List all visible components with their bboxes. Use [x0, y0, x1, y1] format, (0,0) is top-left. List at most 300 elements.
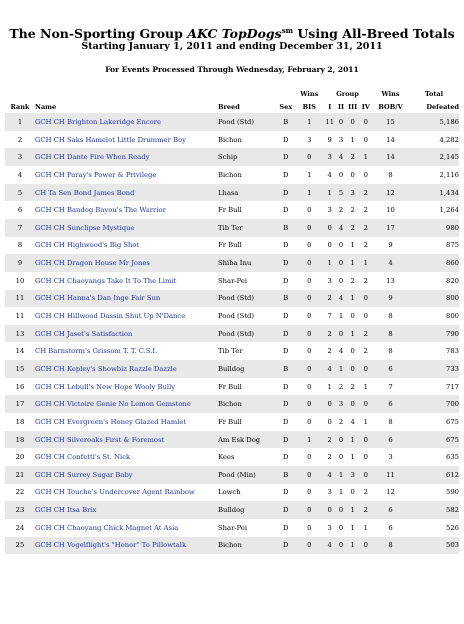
- cell-defeated: 675: [409, 431, 459, 449]
- cell-bobv: 8: [372, 307, 409, 325]
- cell-breed: Fr Bull: [218, 237, 276, 255]
- cell-breed: Shar-Pei: [218, 272, 276, 290]
- cell-group-2: 4: [336, 148, 345, 166]
- table-row: [5, 360, 459, 378]
- cell-group-1: 2: [323, 448, 336, 466]
- table-row: [5, 413, 459, 431]
- cell-group-3: 0: [346, 484, 360, 502]
- cell-bis: 0: [295, 254, 323, 272]
- cell-group-4: 1: [360, 254, 372, 272]
- cell-bis: 0: [295, 237, 323, 255]
- cell-sex: D: [276, 413, 295, 431]
- cell-group-3: 0: [346, 113, 360, 131]
- cell-group-1: 7: [323, 307, 336, 325]
- dog-name-link[interactable]: GCH CH Sunclipse Mystique: [35, 219, 218, 237]
- cell-bis: 0: [295, 378, 323, 396]
- cell-rank: 10: [5, 272, 35, 290]
- title-brand: AKC TopDogs: [187, 26, 282, 42]
- cell-breed: Tib Ter: [218, 219, 276, 237]
- cell-group-3: 1: [346, 325, 360, 343]
- cell-breed: Pood (Std): [218, 113, 276, 131]
- dog-name-link[interactable]: GCH CH Victoire Genie No Lemon Gemstone: [35, 395, 218, 413]
- cell-bis: 1: [295, 184, 323, 202]
- cell-group-3: 2: [346, 378, 360, 396]
- cell-group-4: 1: [360, 413, 372, 431]
- col-group-3: III: [348, 102, 358, 111]
- cell-group-4: 0: [360, 431, 372, 449]
- table-row: [5, 131, 459, 149]
- cell-bis: 0: [295, 325, 323, 343]
- cell-bobv: 10: [372, 201, 409, 219]
- table-row: [5, 537, 459, 555]
- col-rank: Rank: [10, 102, 30, 111]
- cell-bis: 0: [295, 272, 323, 290]
- cell-group-4: 0: [360, 113, 372, 131]
- cell-rank: 18: [5, 413, 35, 431]
- cell-bobv: 8: [372, 166, 409, 184]
- cell-group-1: 0: [323, 219, 336, 237]
- cell-bis: 0: [295, 501, 323, 519]
- cell-group-3: 0: [346, 307, 360, 325]
- cell-group-3: 2: [346, 219, 360, 237]
- cell-group-3: 1: [346, 237, 360, 255]
- cell-group-1: 4: [323, 537, 336, 555]
- cell-bis: 0: [295, 201, 323, 219]
- table-row: [5, 290, 459, 308]
- cell-group-1: 3: [323, 272, 336, 290]
- cell-breed: Shar-Pei: [218, 519, 276, 537]
- cell-bis: 0: [295, 519, 323, 537]
- col-name: Name: [35, 102, 57, 111]
- cell-bobv: 6: [372, 395, 409, 413]
- cell-rank: 5: [5, 184, 35, 202]
- cell-defeated: 717: [409, 378, 459, 396]
- cell-sex: D: [276, 395, 295, 413]
- table-row: [5, 184, 459, 202]
- cell-group-2: 1: [336, 484, 345, 502]
- dog-name-link[interactable]: GCH CH Silveroaks First & Foremost: [35, 431, 218, 449]
- cell-bobv: 6: [372, 501, 409, 519]
- cell-bis: 0: [295, 484, 323, 502]
- cell-group-2: 2: [336, 378, 345, 396]
- cell-sex: D: [276, 519, 295, 537]
- dog-name-link[interactable]: GCH CH Paray's Power & Privilege: [35, 166, 218, 184]
- table-row: [5, 448, 459, 466]
- cell-breed: Bichon: [218, 166, 276, 184]
- cell-group-1: 2: [323, 431, 336, 449]
- cell-group-2: 0: [336, 113, 345, 131]
- cell-group-3: 1: [346, 254, 360, 272]
- cell-breed: Fr Bull: [218, 378, 276, 396]
- cell-defeated: 1,264: [409, 201, 459, 219]
- cell-breed: Shiba Inu: [218, 254, 276, 272]
- cell-defeated: 700: [409, 395, 459, 413]
- dog-name-link[interactable]: GCH CH Dante Fire When Ready: [35, 148, 218, 166]
- cell-bis: 0: [295, 395, 323, 413]
- cell-group-1: 3: [323, 519, 336, 537]
- cell-bis: 3: [295, 131, 323, 149]
- table-row: [5, 113, 459, 131]
- cell-group-4: 0: [360, 360, 372, 378]
- cell-group-4: 0: [360, 131, 372, 149]
- cell-breed: Pood (Std): [218, 307, 276, 325]
- cell-group-2: 1: [336, 307, 345, 325]
- cell-rank: 7: [5, 219, 35, 237]
- cell-bobv: 14: [372, 148, 409, 166]
- cell-group-3: 0: [346, 166, 360, 184]
- cell-group-1: 0: [323, 413, 336, 431]
- table-row: [5, 519, 459, 537]
- cell-breed: Schip: [218, 148, 276, 166]
- col-breed: Breed: [218, 102, 240, 111]
- cell-rank: 18: [5, 431, 35, 449]
- col-bis: BIS: [302, 102, 316, 111]
- cell-bobv: 12: [372, 484, 409, 502]
- cell-defeated: 5,186: [409, 113, 459, 131]
- title-prefix: The Non-Sporting Group: [9, 26, 183, 42]
- cell-sex: D: [276, 378, 295, 396]
- cell-rank: 4: [5, 166, 35, 184]
- cell-group-4: 0: [360, 466, 372, 484]
- cell-group-2: 4: [336, 290, 345, 308]
- cell-breed: Bulldog: [218, 360, 276, 378]
- cell-rank: 15: [5, 360, 35, 378]
- cell-group-2: 0: [336, 254, 345, 272]
- cell-group-3: 1: [346, 290, 360, 308]
- cell-rank: 22: [5, 484, 35, 502]
- cell-breed: Bichon: [218, 537, 276, 555]
- cell-breed: Am Esk Dog: [218, 431, 276, 449]
- dog-name-link[interactable]: CH Ta Sen Bond James Bond: [35, 184, 218, 202]
- dog-name-link[interactable]: GCH CH Brighton Lakeridge Encore: [35, 113, 218, 131]
- cell-group-1: 0: [323, 395, 336, 413]
- cell-group-1: 4: [323, 166, 336, 184]
- dog-name-link[interactable]: GCH CH Hillwood Dassin Shut Up N'Dance: [35, 307, 218, 325]
- cell-bis: 0: [295, 448, 323, 466]
- cell-rank: 20: [5, 448, 35, 466]
- cell-bis: 0: [295, 148, 323, 166]
- table-row: [5, 342, 459, 360]
- cell-defeated: 800: [409, 307, 459, 325]
- cell-defeated: 1,434: [409, 184, 459, 202]
- dog-name-link[interactable]: CH Barnstorm's Grissom T. T. C.S.I.: [35, 342, 218, 360]
- cell-breed: Lowch: [218, 484, 276, 502]
- cell-sex: D: [276, 501, 295, 519]
- cell-group-2: 1: [336, 360, 345, 378]
- cell-bobv: 3: [372, 448, 409, 466]
- cell-group-4: 2: [360, 237, 372, 255]
- cell-group-4: 0: [360, 290, 372, 308]
- dog-name-link[interactable]: GCH CH Bandog Bayou's The Warrior: [35, 201, 218, 219]
- events-line: For Events Processed Through Wednesday, February 2, 2011: [105, 65, 359, 75]
- cell-bobv: 6: [372, 519, 409, 537]
- cell-breed: Pood (Std): [218, 325, 276, 343]
- cell-defeated: 820: [409, 272, 459, 290]
- cell-breed: Kees: [218, 448, 276, 466]
- cell-bis: 0: [295, 342, 323, 360]
- cell-sex: B: [276, 466, 295, 484]
- table-row: [5, 466, 459, 484]
- cell-group-4: 2: [360, 201, 372, 219]
- table-row: [5, 272, 459, 290]
- cell-bis: 0: [295, 413, 323, 431]
- header-row-groups: [5, 87, 459, 100]
- cell-bobv: 14: [372, 131, 409, 149]
- cell-group-3: 1: [346, 448, 360, 466]
- cell-breed: Pood (Std): [218, 290, 276, 308]
- cell-defeated: 635: [409, 448, 459, 466]
- cell-bobv: 15: [372, 113, 409, 131]
- cell-rank: 11: [5, 307, 35, 325]
- cell-defeated: 582: [409, 501, 459, 519]
- cell-sex: D: [276, 431, 295, 449]
- cell-group-2: 0: [336, 519, 345, 537]
- cell-group-1: 11: [323, 113, 336, 131]
- cell-bis: 0: [295, 290, 323, 308]
- dog-name-link[interactable]: GCH CH Chaoyang Chick Magnet At Asia: [35, 519, 218, 537]
- cell-bobv: 8: [372, 537, 409, 555]
- dog-name-link[interactable]: GCH CH Saks Hamelot Little Drummer Boy: [35, 131, 218, 149]
- cell-bobv: 9: [372, 237, 409, 255]
- cell-group-4: 0: [360, 537, 372, 555]
- cell-rank: 14: [5, 342, 35, 360]
- cell-rank: 3: [5, 148, 35, 166]
- cell-group-1: 1: [323, 378, 336, 396]
- title-sm: sm: [281, 26, 294, 35]
- table-row: [5, 166, 459, 184]
- cell-group-2: 3: [336, 395, 345, 413]
- cell-defeated: 4,282: [409, 131, 459, 149]
- dog-name-link[interactable]: GCH CH Lebull's New Hope Wooly Bully: [35, 378, 218, 396]
- title-suffix: Using All-Breed Totals: [297, 26, 455, 42]
- table-row: [5, 254, 459, 272]
- cell-bobv: 12: [372, 184, 409, 202]
- cell-group-3: 2: [346, 272, 360, 290]
- cell-bis: 0: [295, 307, 323, 325]
- cell-bobv: 11: [372, 466, 409, 484]
- cell-group-3: 0: [346, 395, 360, 413]
- col-group-4: IV: [361, 102, 370, 111]
- cell-group-2: 0: [336, 537, 345, 555]
- cell-breed: Bichon: [218, 395, 276, 413]
- cell-group-4: 2: [360, 272, 372, 290]
- cell-group-1: 2: [323, 342, 336, 360]
- cell-group-4: 2: [360, 342, 372, 360]
- cell-group-4: 0: [360, 448, 372, 466]
- table-row: [5, 201, 459, 219]
- table-row: [5, 501, 459, 519]
- cell-group-1: 4: [323, 466, 336, 484]
- dog-name-link[interactable]: GCH CH Kepley's Showbiz Razzle Dazzle: [35, 360, 218, 378]
- cell-sex: D: [276, 272, 295, 290]
- cell-group-3: 1: [346, 537, 360, 555]
- cell-sex: D: [276, 237, 295, 255]
- cell-sex: D: [276, 148, 295, 166]
- cell-group-1: 3: [323, 201, 336, 219]
- cell-group-4: 2: [360, 219, 372, 237]
- table-row: [5, 325, 459, 343]
- dog-name-link[interactable]: GCH CH Evergreen's Honey Glazed Hamlet: [35, 413, 218, 431]
- cell-group-4: 1: [360, 378, 372, 396]
- cell-rank: 6: [5, 201, 35, 219]
- table-row: [5, 219, 459, 237]
- dog-name-link[interactable]: GCH CH Hanna's Dan Inge Fair Sun: [35, 290, 218, 308]
- cell-group-3: 1: [346, 131, 360, 149]
- cell-bis: 0: [295, 219, 323, 237]
- dog-name-link[interactable]: GCH CH Highwood's Big Shot: [35, 237, 218, 255]
- cell-sex: B: [276, 113, 295, 131]
- cell-defeated: 875: [409, 237, 459, 255]
- dog-name-link[interactable]: GCH CH Confetti's St. Nick: [35, 448, 218, 466]
- cell-bobv: 8: [372, 342, 409, 360]
- cell-rank: 11: [5, 290, 35, 308]
- cell-group-1: 1: [323, 254, 336, 272]
- col-bobv: BOB/V: [378, 102, 403, 111]
- dog-name-link[interactable]: GCH CH Dragon House Mr Jones: [35, 254, 218, 272]
- cell-group-1: 3: [323, 484, 336, 502]
- cell-group-4: 2: [360, 501, 372, 519]
- cell-rank: 8: [5, 237, 35, 255]
- cell-sex: D: [276, 131, 295, 149]
- cell-bobv: 8: [372, 413, 409, 431]
- cell-group-2: 0: [336, 431, 345, 449]
- cell-bobv: 4: [372, 254, 409, 272]
- cell-group-4: 1: [360, 148, 372, 166]
- rankings-table: [5, 87, 459, 554]
- cell-group-2: 4: [336, 219, 345, 237]
- col-defeated: Defeated: [426, 102, 459, 111]
- cell-sex: D: [276, 342, 295, 360]
- cell-defeated: 860: [409, 254, 459, 272]
- cell-bobv: 8: [372, 325, 409, 343]
- table-row: [5, 431, 459, 449]
- cell-sex: D: [276, 166, 295, 184]
- cell-breed: Fr Bull: [218, 413, 276, 431]
- cell-rank: 25: [5, 537, 35, 555]
- cell-bobv: 9: [372, 290, 409, 308]
- dog-name-link[interactable]: GCH CH Itsa Brix: [35, 501, 218, 519]
- cell-group-3: 2: [346, 201, 360, 219]
- cell-group-4: 0: [360, 307, 372, 325]
- cell-group-2: 0: [336, 166, 345, 184]
- dog-name-link[interactable]: GCH CH Surrey Sugar Baby: [35, 466, 218, 484]
- cell-group-3: 1: [346, 431, 360, 449]
- cell-rank: 23: [5, 501, 35, 519]
- cell-group-1: 3: [323, 148, 336, 166]
- cell-bobv: 17: [372, 219, 409, 237]
- cell-group-2: 0: [336, 501, 345, 519]
- col-sex: Sex: [279, 102, 293, 111]
- dog-name-link[interactable]: GCH CH Vogelflight's "Honor" To Pillowtalk: [35, 537, 218, 555]
- table-row: [5, 378, 459, 396]
- cell-breed: Lhasa: [218, 184, 276, 202]
- cell-bobv: 6: [372, 431, 409, 449]
- cell-group-4: 2: [360, 325, 372, 343]
- dog-name-link[interactable]: GCH CH Touche's Undercover Agent Rainbow: [35, 484, 218, 502]
- col-group-1: I: [328, 102, 332, 111]
- cell-sex: D: [276, 448, 295, 466]
- cell-rank: 2: [5, 131, 35, 149]
- cell-group-1: 1: [323, 184, 336, 202]
- cell-breed: Tib Ter: [218, 342, 276, 360]
- cell-sex: B: [276, 360, 295, 378]
- cell-group-2: 0: [336, 237, 345, 255]
- cell-sex: D: [276, 201, 295, 219]
- cell-group-1: 9: [323, 131, 336, 149]
- cell-group-4: 2: [360, 484, 372, 502]
- dog-name-link[interactable]: GCH CH Jaset's Satisfaction: [35, 325, 218, 343]
- header-row-columns: [5, 100, 459, 113]
- cell-bis: 0: [295, 466, 323, 484]
- cell-bis: 0: [295, 537, 323, 555]
- table-row: [5, 395, 459, 413]
- cell-group-4: 1: [360, 519, 372, 537]
- group-group-header: Group: [336, 89, 359, 98]
- cell-group-3: 2: [346, 148, 360, 166]
- cell-rank: 13: [5, 325, 35, 343]
- cell-defeated: 2,145: [409, 148, 459, 166]
- cell-group-3: 0: [346, 342, 360, 360]
- cell-defeated: 733: [409, 360, 459, 378]
- cell-breed: Fr Bull: [218, 201, 276, 219]
- cell-group-2: 1: [336, 466, 345, 484]
- cell-group-4: 0: [360, 395, 372, 413]
- cell-sex: D: [276, 307, 295, 325]
- cell-bobv: 13: [372, 272, 409, 290]
- cell-rank: 21: [5, 466, 35, 484]
- cell-group-2: 3: [336, 131, 345, 149]
- cell-breed: Pood (Min): [218, 466, 276, 484]
- wins-group-header: Wins: [300, 89, 319, 98]
- cell-rank: 9: [5, 254, 35, 272]
- cell-group-3: 3: [346, 184, 360, 202]
- cell-defeated: 790: [409, 325, 459, 343]
- cell-group-2: 0: [336, 272, 345, 290]
- dog-name-link[interactable]: GCH CH Chaoyangs Take It To The Limit: [35, 272, 218, 290]
- cell-group-2: 0: [336, 448, 345, 466]
- cell-sex: D: [276, 254, 295, 272]
- table-row: [5, 148, 459, 166]
- table-row: [5, 237, 459, 255]
- cell-sex: D: [276, 484, 295, 502]
- cell-group-2: 5: [336, 184, 345, 202]
- cell-defeated: 503: [409, 537, 459, 555]
- cell-defeated: 526: [409, 519, 459, 537]
- cell-breed: Bichon: [218, 131, 276, 149]
- cell-group-3: 1: [346, 519, 360, 537]
- cell-sex: D: [276, 325, 295, 343]
- cell-group-4: 2: [360, 184, 372, 202]
- cell-defeated: 2,116: [409, 166, 459, 184]
- cell-group-3: 1: [346, 501, 360, 519]
- report-subtitle: Starting January 1, 2011 and ending December 31, 2011: [81, 41, 383, 53]
- wins2-group-header: Wins: [381, 89, 400, 98]
- cell-group-2: 2: [336, 413, 345, 431]
- cell-bis: 0: [295, 360, 323, 378]
- cell-defeated: 783: [409, 342, 459, 360]
- cell-group-1: 0: [323, 237, 336, 255]
- table-row: [5, 307, 459, 325]
- cell-group-3: 4: [346, 413, 360, 431]
- cell-sex: D: [276, 537, 295, 555]
- cell-rank: 17: [5, 395, 35, 413]
- cell-group-1: 4: [323, 360, 336, 378]
- cell-rank: 1: [5, 113, 35, 131]
- cell-group-4: 0: [360, 166, 372, 184]
- cell-group-1: 0: [323, 501, 336, 519]
- cell-bobv: 7: [372, 378, 409, 396]
- col-group-2: II: [337, 102, 345, 111]
